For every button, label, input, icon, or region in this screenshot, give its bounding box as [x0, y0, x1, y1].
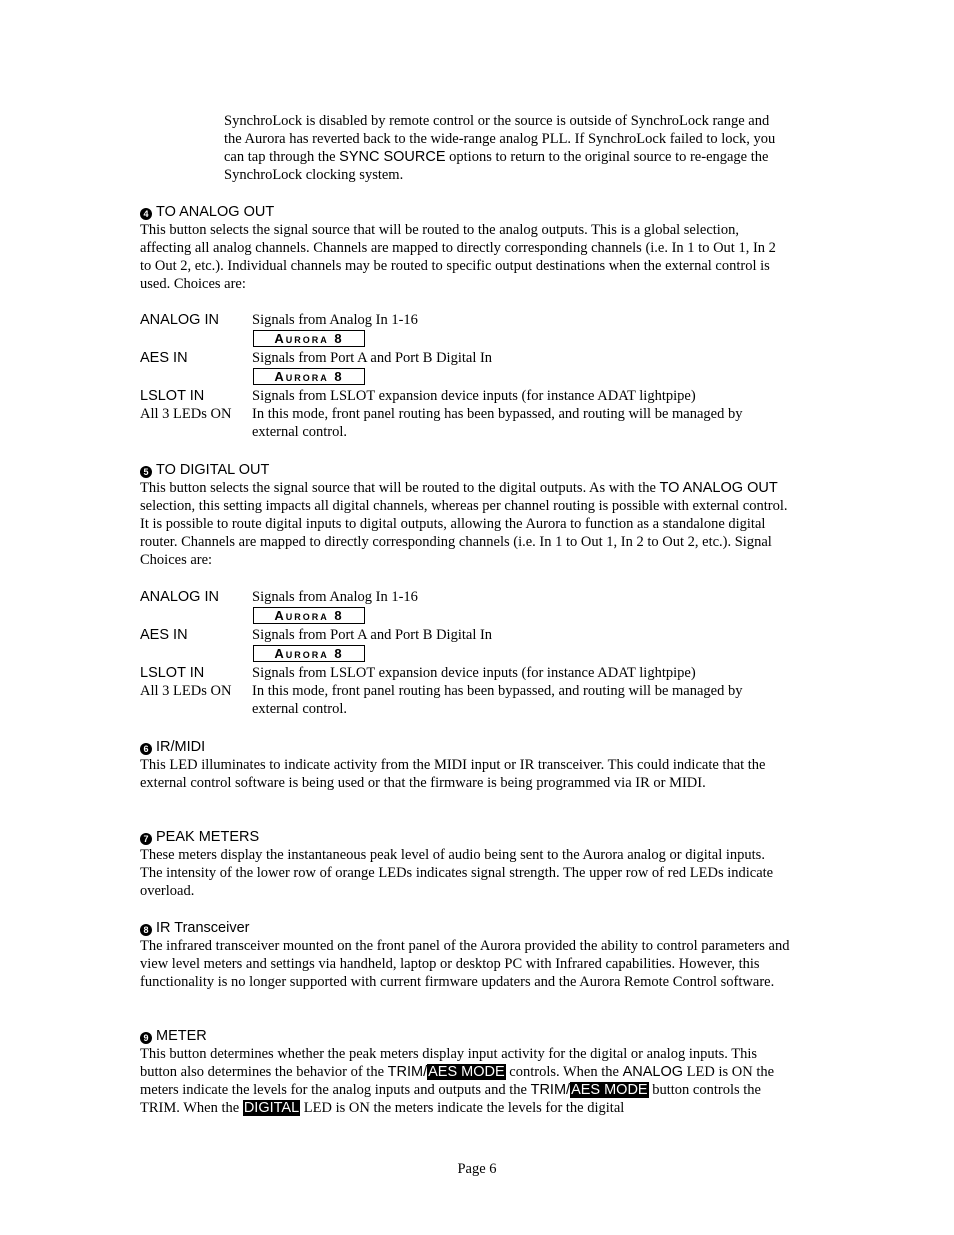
- section-heading: [140, 919, 790, 937]
- section-heading: [140, 738, 790, 756]
- section-body: [140, 479, 790, 569]
- sync-source-ref: SYNC SOURCE: [339, 149, 446, 165]
- section-body: This button selects the signal source that will be routed to the analog outputs. This is a global selection, affecting all analog channels. Channels are mapped to directly corresponding channels (i.e. In 1 to Out 1, In 2 to Out 2, etc.). Individual channels may be routed to specific output destinations when the external control is used. Choices are:: [140, 222, 776, 292]
- choice-value: In this mode, front panel routing has been bypassed, and routing will be managed by external control.: [252, 406, 743, 440]
- section-body: These meters display the instantaneous peak level of audio being sent to the Aurora analog or digital inputs. The intensity of the lower row of orange LEDs indicates signal strength. The upper row of red LEDs indicate overload.: [140, 847, 774, 899]
- choice-value: Signals from LSLOT expansion device inputs (for instance ADAT lightpipe): [252, 388, 696, 404]
- number-bullet-icon: 4: [140, 208, 152, 220]
- choice-key: LSLOT IN: [140, 665, 205, 681]
- choice-value: In this mode, front panel routing has been bypassed, and routing will be managed by external control.: [252, 683, 743, 717]
- choice-key: All 3 LEDs ON: [140, 683, 232, 699]
- section-heading: [140, 828, 790, 846]
- aurora8-badge: Aurora 8: [253, 368, 365, 385]
- choice-key: AES IN: [140, 627, 188, 643]
- heading-text: PEAK METERS: [156, 829, 260, 845]
- intro-text-2: options to return to the original source to re-engage the SynchroLock clocking system.: [224, 149, 769, 183]
- number-bullet-icon: 6: [140, 743, 152, 755]
- section-to-analog-out: [140, 203, 790, 293]
- aurora8-badge: Aurora 8: [253, 607, 365, 624]
- body-text-3: LED is ON the meters indicate the levels for the analog inputs and outputs and the: [140, 1064, 775, 1098]
- section-heading: [140, 461, 790, 479]
- heading-text: TO ANALOG OUT: [156, 204, 275, 220]
- intro-text: SynchroLock is disabled by remote control or the source is outside of SynchroLock range and the Aurora has reverted back to the wide-range analog PLL. If SynchroLock failed to lock, you can tap through the: [224, 113, 776, 165]
- choice-value: Signals from Port A and Port B Digital In: [252, 627, 493, 643]
- body-text-5: LED is ON the meters indicate the levels for the digital: [300, 1100, 625, 1116]
- to-analog-out-ref: TO ANALOG OUT: [659, 480, 778, 496]
- heading-text: IR/MIDI: [156, 739, 206, 755]
- aes-mode-highlight: AES MODE: [428, 1064, 505, 1080]
- number-bullet-icon: 9: [140, 1032, 152, 1044]
- choice-key: All 3 LEDs ON: [140, 406, 232, 422]
- body-text: This button determines whether the peak meters display input activity for the digital or analog inputs. This button also determines the behavior of the: [140, 1046, 758, 1080]
- section-heading: [140, 203, 790, 221]
- body-text-2: selection, this setting impacts all digital channels, whereas per channel routing is possible with external control. It is possible to route digital inputs to digital outputs, allowing the Aurora to function as a standalone digital router. Channels are mapped to directly corresponding channels (i.e. In 1 to Out 1, In 2 to Out 2, etc.). Signal Choices are:: [140, 498, 788, 568]
- section-ir-transceiver: [140, 919, 790, 991]
- body-text-2: controls. When the: [505, 1064, 623, 1080]
- trim-ref: TRIM/: [530, 1082, 571, 1098]
- section-peak-meters: [140, 828, 790, 900]
- section-heading: [140, 1027, 790, 1045]
- digital-highlight: DIGITAL: [243, 1100, 300, 1116]
- heading-text: IR Transceiver: [156, 920, 250, 936]
- aurora8-badge: Aurora 8: [253, 330, 365, 347]
- section-body: [140, 1045, 790, 1117]
- number-bullet-icon: 7: [140, 833, 152, 845]
- choice-key: ANALOG IN: [140, 589, 219, 605]
- section-meter: [140, 1027, 790, 1117]
- number-bullet-icon: 5: [140, 466, 152, 478]
- section-to-digital-out: [140, 461, 790, 569]
- analog-ref: ANALOG: [622, 1064, 684, 1080]
- heading-text: METER: [156, 1028, 207, 1044]
- page-number: Page 6: [457, 1161, 497, 1177]
- section-ir-midi: [140, 738, 790, 792]
- body-text-4: button controls the TRIM. When the: [140, 1082, 761, 1116]
- section-body: The infrared transceiver mounted on the front panel of the Aurora provided the ability to control parameters and view level meters and settings via handheld, laptop or desktop PC with Infrared capabilities. However, this functionality is no longer supported with current firmware updaters and the Aurora Remote Control software.: [140, 938, 790, 990]
- number-bullet-icon: 8: [140, 924, 152, 936]
- section-body: This LED illuminates to indicate activity from the MIDI input or IR transceiver. This could indicate that the external control software is being used or that the firmware is being programmed via IR or MIDI.: [140, 757, 766, 791]
- choice-key: AES IN: [140, 350, 188, 366]
- analog-out-choices: [140, 311, 790, 441]
- choice-value: Signals from Port A and Port B Digital In: [252, 350, 493, 366]
- choice-value: Signals from Analog In 1-16: [252, 589, 418, 605]
- digital-out-choices: [140, 588, 790, 718]
- body-text: This button selects the signal source that will be routed to the digital outputs. As with the: [140, 480, 660, 496]
- choice-key: LSLOT IN: [140, 388, 205, 404]
- trim-ref: TRIM/: [387, 1064, 428, 1080]
- intro-paragraph: [224, 112, 789, 184]
- aes-mode-highlight: AES MODE: [571, 1082, 648, 1098]
- choice-value: Signals from LSLOT expansion device inputs (for instance ADAT lightpipe): [252, 665, 696, 681]
- heading-text: TO DIGITAL OUT: [156, 462, 270, 478]
- choice-key: ANALOG IN: [140, 312, 219, 328]
- aurora8-badge: Aurora 8: [253, 645, 365, 662]
- choice-value: Signals from Analog In 1-16: [252, 312, 418, 328]
